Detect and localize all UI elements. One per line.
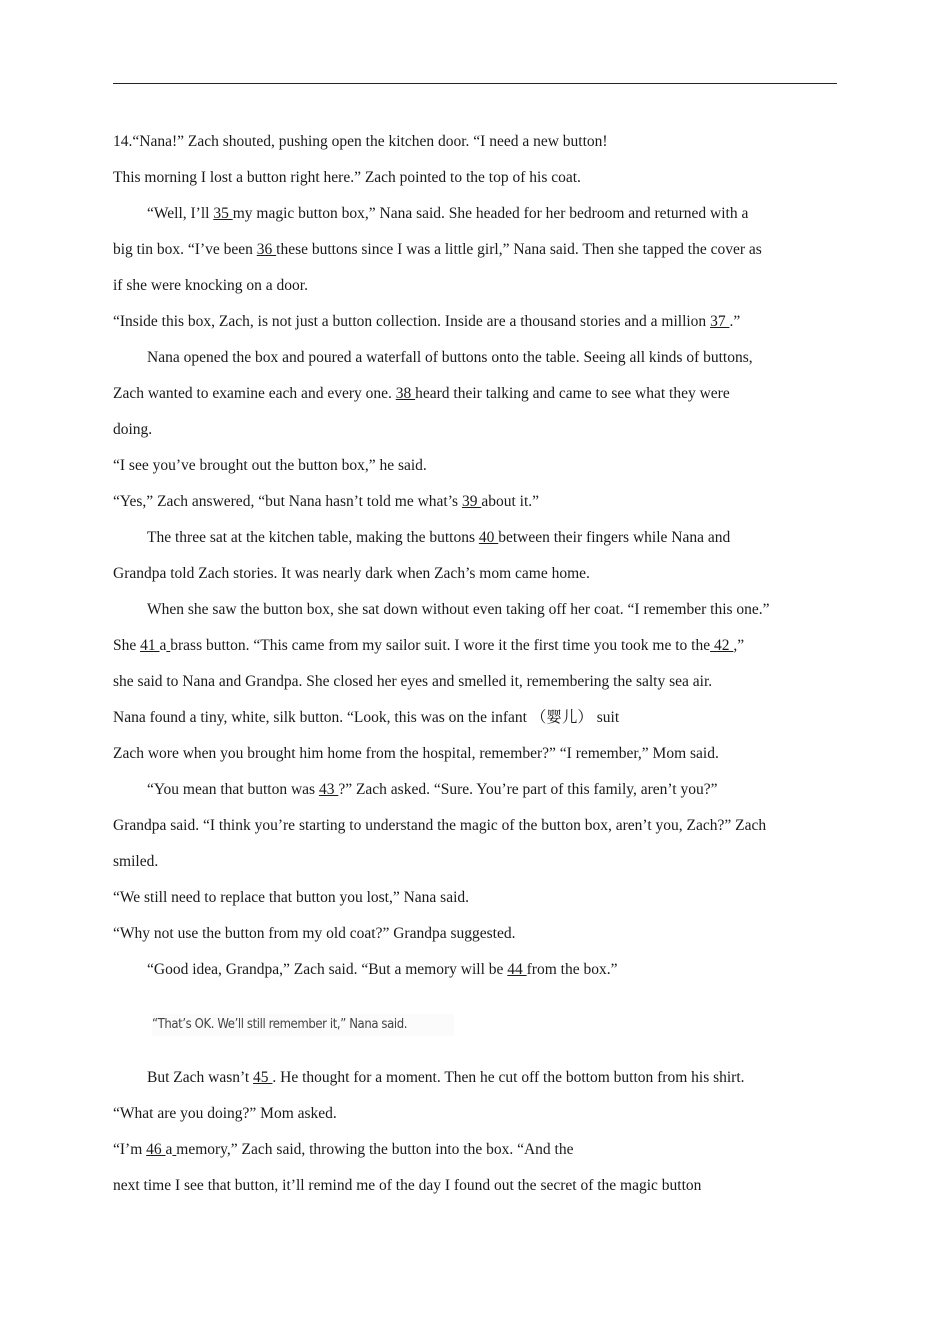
header-rule <box>113 83 837 84</box>
text-line <box>113 384 730 404</box>
blank-44: 44 <box>507 961 527 978</box>
text-segment: But Zach wasn’t <box>147 1069 254 1086</box>
text-segment: ?” Zach asked. “Sure. You’re part of this family, aren’t you?” <box>338 781 718 798</box>
text-line <box>113 888 469 908</box>
text-line <box>113 312 740 332</box>
text-segment: “You mean that button was <box>147 781 319 798</box>
text-segment: about it.” <box>481 493 540 510</box>
text-segment: “Good idea, Grandpa,” Zach said. “But a memory will be <box>147 961 508 978</box>
text-line <box>147 1068 745 1088</box>
text-segment: Nana opened the box and poured a waterfall of buttons onto the table. Seeing all kinds of buttons, <box>147 349 753 366</box>
text-segment: big tin box. “I’ve been <box>113 241 257 258</box>
text-line <box>113 420 152 440</box>
text-segment: memory,” Zach said, throwing the button into the box. “And the <box>176 1141 574 1158</box>
text-segment: “Yes,” Zach answered, “but Nana hasn’t told me what’s <box>113 493 462 510</box>
embedded-text-image <box>152 1014 454 1036</box>
text-segment: Zach wore when you brought him home from the hospital, remember?” “I remember,” Mom said. <box>113 745 719 762</box>
text-line <box>113 708 619 728</box>
text-line <box>113 1104 337 1124</box>
text-line <box>113 276 308 296</box>
text-line <box>113 456 427 476</box>
text-segment: Nana found a tiny, white, silk button. “Look, this was on the infant （婴儿） suit <box>113 709 620 726</box>
blank-45: 45 <box>253 1069 273 1086</box>
text-segment: The three sat at the kitchen table, making the buttons <box>147 529 479 546</box>
blank-37: 37 <box>710 313 730 330</box>
text-segment: these buttons since I was a little girl,” Nana said. Then she tapped the cover as <box>276 241 762 258</box>
text-segment: Grandpa said. “I think you’re starting to understand the magic of the button box, aren’t you, Zach?” Zach <box>113 817 767 834</box>
blank-35: 35 <box>213 205 233 222</box>
text-segment: a <box>159 637 167 654</box>
text-line <box>113 132 608 152</box>
text-segment: “Well, I’ll <box>147 205 214 222</box>
text-segment: between their fingers while Nana and <box>498 529 731 546</box>
text-segment: . He thought for a moment. Then he cut off the bottom button from his shirt. <box>272 1069 745 1086</box>
text-line <box>113 924 515 944</box>
blank-40: 40 <box>478 529 499 546</box>
text-line <box>147 348 753 368</box>
text-segment: next time I see that button, it’ll remind me of the day I found out the secret of the magic button <box>113 1177 702 1194</box>
text-line <box>147 960 617 980</box>
text-line <box>113 1176 701 1196</box>
text-segment: “I’m <box>113 1141 147 1158</box>
text-segment: she said to Nana and Grandpa. She closed her eyes and smelled it, remembering the salty sea air. <box>113 673 713 690</box>
text-segment: 14.“Nana!” Zach shouted, pushing open the kitchen door. “I need a new button! <box>113 133 608 150</box>
embedded-image-text: “That’s OK. We’ll still remember it,” Nana said. <box>152 1017 408 1032</box>
text-line <box>113 168 581 188</box>
text-line <box>147 528 730 548</box>
text-segment: a <box>165 1141 173 1158</box>
text-segment: “What are you doing?” Mom asked. <box>113 1105 337 1122</box>
text-line <box>113 564 590 584</box>
text-segment: “We still need to replace that button you lost,” Nana said. <box>113 889 470 906</box>
text-line <box>113 240 762 260</box>
text-line <box>113 1140 573 1160</box>
blank-43: 43 <box>318 781 339 798</box>
blank-38: 38 <box>395 385 416 402</box>
text-segment: She <box>113 637 141 654</box>
text-segment: .” <box>729 313 741 330</box>
text-segment: heard their talking and came to see what they were <box>415 385 730 402</box>
text-line <box>113 744 719 764</box>
blank-36: 36 <box>256 241 277 258</box>
text-line <box>113 492 539 512</box>
text-segment: doing. <box>113 421 153 438</box>
text-segment: Zach wanted to examine each and every one. <box>113 385 396 402</box>
text-segment: ,” <box>733 637 745 654</box>
text-line <box>147 600 770 620</box>
text-segment: This morning I lost a button right here.” Zach pointed to the top of his coat. <box>113 169 581 186</box>
text-segment: “I see you’ve brought out the button box,” he said. <box>113 457 427 474</box>
text-segment: smiled. <box>113 853 159 870</box>
text-segment: When she saw the button box, she sat down without even taking off her coat. “I remember this one.” <box>147 601 770 618</box>
text-line <box>147 780 718 800</box>
blank-46: 46 <box>146 1141 166 1158</box>
text-segment: if she were knocking on a door. <box>113 277 308 294</box>
text-line <box>113 672 712 692</box>
text-segment: my magic button box,” Nana said. She headed for her bedroom and returned with a <box>232 205 749 222</box>
blank-42: 42 <box>710 637 734 654</box>
blank-41: 41 <box>140 637 160 654</box>
text-segment: brass button. “This came from my sailor suit. I wore it the first time you took me to the <box>170 637 711 654</box>
text-line <box>113 816 766 836</box>
text-segment: “Why not use the button from my old coat?” Grandpa suggested. <box>113 925 516 942</box>
text-line <box>113 636 744 656</box>
blank-39: 39 <box>461 493 482 510</box>
text-segment: Grandpa told Zach stories. It was nearly dark when Zach’s mom came home. <box>113 565 590 582</box>
text-segment: “Inside this box, Zach, is not just a button collection. Inside are a thousand stories and a million <box>113 313 711 330</box>
text-line <box>147 204 748 224</box>
text-segment: from the box.” <box>526 961 618 978</box>
text-line <box>113 852 158 872</box>
